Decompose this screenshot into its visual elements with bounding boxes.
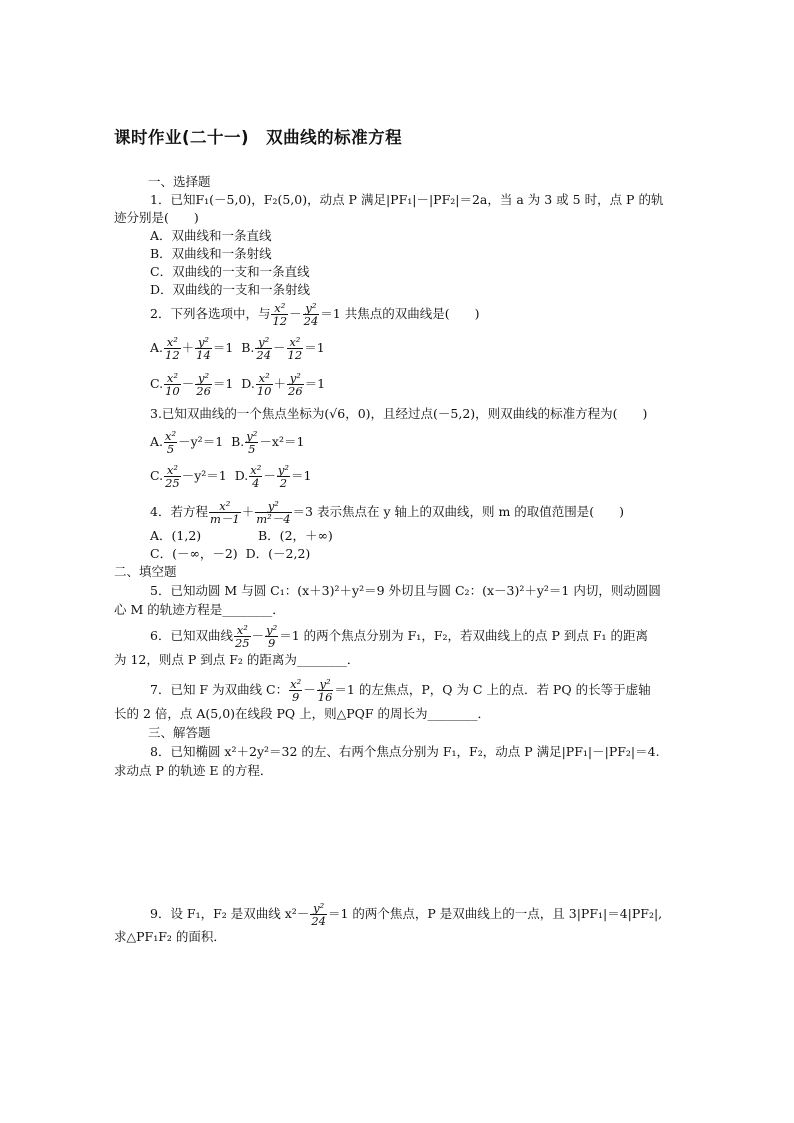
fraction: $\frac{\text{y²}}{24}$	[303, 301, 319, 329]
question-2-post: ＝1 共焦点的双曲线是( )	[320, 306, 480, 322]
question-3-stem: 3.已知双曲线的一个焦点坐标为(√6，0)，且经过点(－5,2)，则双曲线的标准方程为( )	[150, 406, 648, 421]
question-3-options-ab: A. $\frac{\text{x²}}{5}$ －y²＝1 B. $\frac{\text{y²}}{5}$ －x²＝1	[150, 429, 305, 457]
question-5-line-1: 5．已知动圆 M 与圆 C₁：(x＋3)²＋y²＝9 外切且与圆 C₂：(x－3)²＋y²＝1 内切，则动圆圆	[150, 583, 661, 598]
question-1-option-a: A．双曲线和一条直线	[150, 228, 272, 243]
question-1-option-b: B．双曲线和一条射线	[150, 246, 272, 261]
question-3-options-cd: C. $\frac{\text{x²}}{25}$ －y²＝1 D. $\frac{\text{x²}}{4}$ － $\frac{\text{y²}}{2}$ ＝1	[150, 463, 312, 491]
question-7-line-2: 长的 2 倍，点 A(5,0)在线段 PQ 上，则△PQF 的周长为________．	[114, 706, 491, 721]
question-7-line-1: 7．已知 F 为双曲线 C： $\frac{\text{x²}}{9}$ － $\frac{\text{y²}}{16}$ ＝1 的左焦点，P，Q 为 C 上的点．若 PQ 的长等于虚轴	[150, 677, 651, 705]
section-heading-choice: 一、选择题	[148, 174, 211, 189]
question-2-pre: 2．下列各选项中，与	[150, 306, 271, 322]
question-6-line-2: 为 12，则点 P 到点 F₂ 的距离为________．	[114, 652, 360, 667]
question-5-line-2: 心 M 的轨迹方程是________．	[114, 602, 285, 617]
fraction: $\frac{\text{x²}}{12}$	[272, 301, 288, 329]
section-heading-fill: 二、填空题	[114, 564, 177, 579]
question-6-line-1: 6．已知双曲线 $\frac{\text{x²}}{25}$ － $\frac{\text{y²}}{9}$ ＝1 的两个焦点分别为 F₁，F₂，若双曲线上的点 P 到点 F₁ 的距离	[150, 623, 648, 651]
section-heading-solve: 三、解答题	[148, 725, 211, 740]
question-9-line-1: 9．设 F₁，F₂ 是双曲线 x²－ $\frac{\text{y²}}{24}$ ＝1 的两个焦点，P 是双曲线上的一点，且 3|PF₁|＝4|PF₂|,	[150, 901, 663, 929]
question-2-options-ab: A. $\frac{\text{x²}}{12}$ ＋ $\frac{\text{y²}}{14}$ ＝1 B. $\frac{\text{y²}}{24}$ － $\frac{\text{x²}}{12}$ ＝1	[150, 335, 325, 363]
question-1-option-d: D．双曲线的一支和一条射线	[150, 282, 311, 297]
question-4-stem: 4．若方程 $\frac{\text{x²}}{m-1}$ ＋ $\frac{\text{y²}}{\text{m²－4}}$ ＝3 表示焦点在 y 轴上的双曲线，则 m 的取值范围是( )	[150, 499, 625, 527]
question-1-line-2: 迹分别是( )	[114, 210, 199, 225]
question-4-options-cd: C．(－∞，－2) D．(－2,2)	[150, 546, 311, 561]
question-2-options-cd: C. $\frac{\text{x²}}{10}$ － $\frac{\text{y²}}{26}$ ＝1 D. $\frac{\text{x²}}{10}$ ＋ $\frac{\text{y²}}{26}$ ＝1	[150, 371, 326, 399]
question-8-line-2: 求动点 P 的轨迹 E 的方程．	[114, 763, 273, 778]
question-8-line-1: 8．已知椭圆 x²＋2y²＝32 的左、右两个焦点分别为 F₁，F₂，动点 P 满足|PF₁|－|PF₂|＝4.	[150, 744, 660, 759]
question-1-option-c: C．双曲线的一支和一条直线	[150, 264, 310, 279]
question-2-stem: 2．下列各选项中，与 $\frac{\text{x²}}{12}$ － $\frac{\text{y²}}{24}$ ＝1 共焦点的双曲线是( )	[150, 301, 480, 329]
question-1-line-1: 1．已知F₁(－5,0)，F₂(5,0)，动点 P 满足|PF₁|－|PF₂|＝2a，当 a 为 3 或 5 时，点 P 的轨	[150, 192, 664, 207]
question-4-options-ab: A．(1,2) B．(2，＋∞)	[150, 528, 333, 543]
page-title: 课时作业(二十一) 双曲线的标准方程	[114, 128, 403, 147]
question-9-line-2: 求△PF₁F₂ 的面积．	[114, 929, 226, 944]
